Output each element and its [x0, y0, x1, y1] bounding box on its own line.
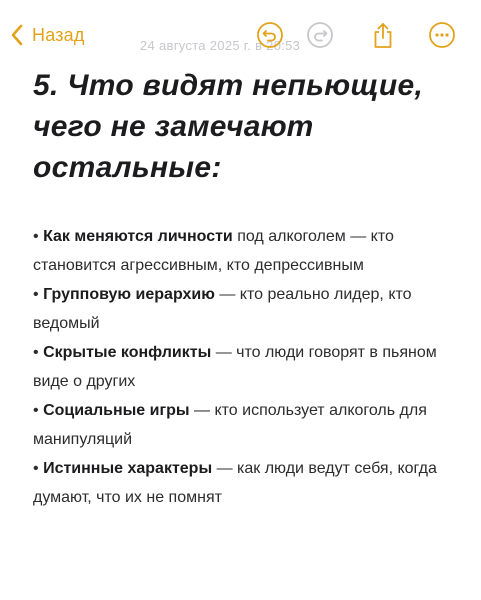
- list-item: [33, 338, 473, 396]
- chevron-left-icon: [10, 24, 24, 46]
- bullet-lead: Как меняются личности: [43, 228, 233, 245]
- back-label: Назад: [32, 24, 85, 45]
- note-title[interactable]: 5. Что видят непьющие, чего не замечают остальные:: [33, 69, 424, 184]
- bullet-dot: •: [33, 460, 39, 477]
- back-button[interactable]: [10, 20, 85, 50]
- bullet-text: под алкоголем — кто становится агрессивным, кто депрессивным: [33, 228, 394, 274]
- toolbar: [0, 0, 481, 66]
- bullet-dot: •: [33, 286, 39, 303]
- bullet-dot: •: [33, 402, 39, 419]
- bullet-text: — как люди ведут себя, когда думают, что их не помнят: [33, 460, 437, 506]
- share-icon[interactable]: [369, 21, 397, 49]
- note-body[interactable]: [33, 222, 473, 512]
- bullet-text: — кто использует алкоголь для манипуляций: [33, 402, 427, 448]
- bullet-text: — кто реально лидер, кто ведомый: [33, 286, 412, 332]
- redo-icon[interactable]: [306, 21, 334, 49]
- bullet-dot: •: [33, 344, 39, 361]
- bullet-dot: •: [33, 228, 39, 245]
- more-icon[interactable]: [428, 21, 456, 49]
- list-item: [33, 280, 473, 338]
- bullet-lead: Скрытые конфликты: [43, 344, 212, 361]
- note-date: 24 августа 2025 г. в 20:53: [140, 38, 301, 53]
- bullet-lead: Социальные игры: [43, 402, 190, 419]
- undo-icon[interactable]: [256, 21, 284, 49]
- list-item: [33, 396, 473, 454]
- bullet-lead: Истинные характеры: [43, 460, 213, 477]
- list-item: [33, 454, 473, 512]
- list-item: [33, 222, 473, 280]
- bullet-text: — что люди говорят в пьяном виде о других: [33, 344, 437, 390]
- bullet-lead: Групповую иерархию: [43, 286, 215, 303]
